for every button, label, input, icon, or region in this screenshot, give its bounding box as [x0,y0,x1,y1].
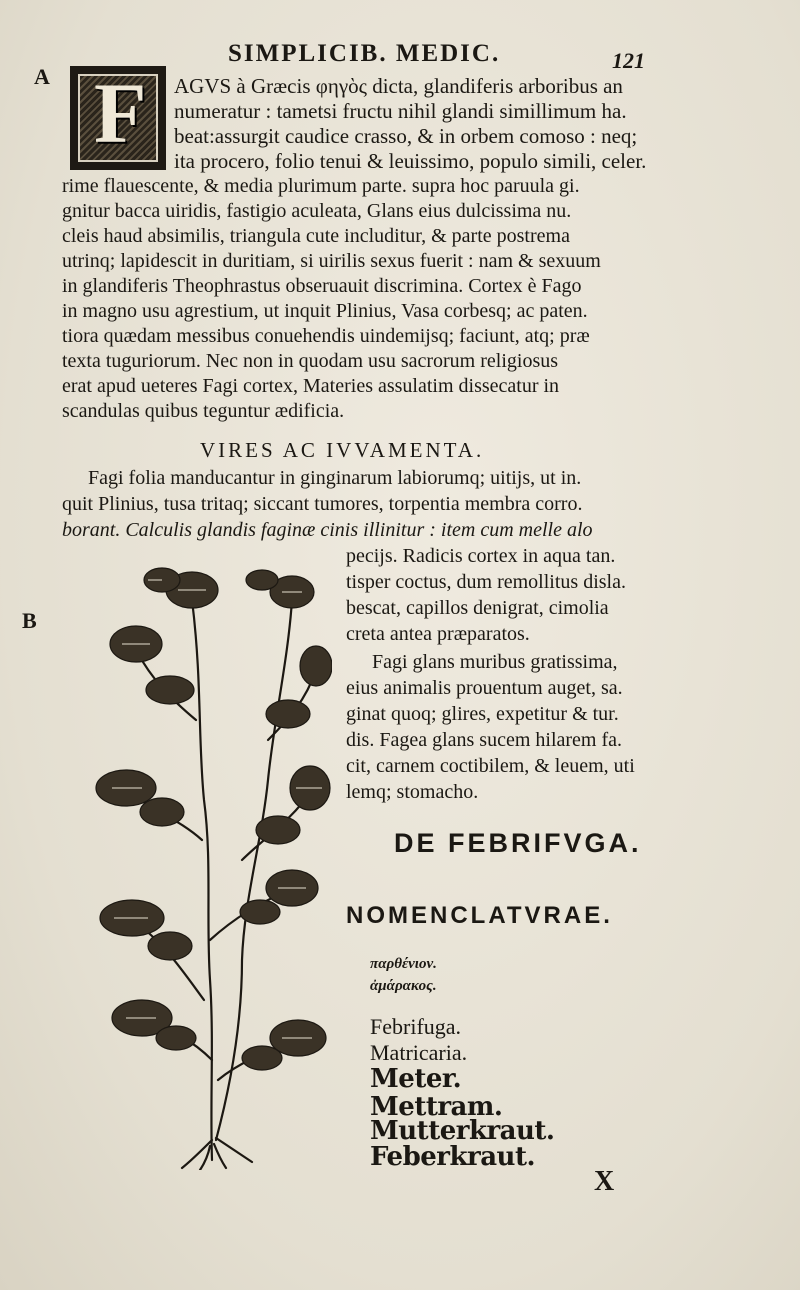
german-name: Feberkraut. [370,1142,536,1172]
text-line: Fagi glans muribus gratissima, [372,651,618,673]
text-line: in glandiferis Theophrastus obseruauit discrimina. Cortex è Fago [62,275,582,297]
text-line: eius animalis prouentum auget, sa. [346,677,623,699]
german-name: Mettram. [370,1092,503,1122]
text-line: creta antea præparatos. [346,623,530,645]
text-line: dis. Fagea glans sucem hilarem fa. [346,729,623,751]
text-line: AGVS à Græcis φηγὸς dicta, glandiferis arboribus an [174,74,623,98]
signature-mark: X [594,1166,615,1197]
text-line: borant. Calculis glandis faginæ cinis illinitur : item cum melle alo [62,519,593,541]
text-line: tisper coctus, dum remollitus disla. [346,571,626,593]
initial-letter: F [94,66,147,161]
text-line: quit Plinius, tusa tritaq; siccant tumores, torpentia membra corro. [62,493,583,515]
margin-mark-a: A [34,64,50,89]
decorated-initial [70,66,166,170]
nomenclature-heading: NOMENCLATVRAE. [346,902,613,929]
text-line: texta tuguriorum. Nec non in quodam usu sacrorum religiosus [62,350,559,372]
text-line: beat:assurgit caudice crasso, & in orbem comoso : neq; [174,124,638,148]
text-line: rime flauescente, & media plurimum parte. supra hoc paruula gi. [62,175,580,197]
text-line: bescat, capillos denigrat, cimolia [346,597,609,619]
german-name: Meter. [370,1064,462,1094]
text-line: erat apud ueteres Fagi cortex, Materies assulatim dissecatur in [62,375,560,397]
text-line: ginat quoq; glires, expetitur & tur. [346,703,619,725]
text-line: cleis haud absimilis, triangula cute includitur, & parte postrema [62,225,570,247]
vires-heading: VIRES AC IVVAMENTA. [200,438,485,462]
margin-mark-b: B [22,608,37,633]
folio-number: 121 [612,48,645,73]
text-line: in magno usu agrestium, ut inquit Plinius, Vasa corbesq; ac paten. [62,300,588,322]
latin-name: Febrifuga. [370,1014,462,1039]
text-line: Fagi folia manducantur in ginginarum labiorumq; uitijs, ut in. [88,467,582,489]
text-line: gnitur bacca uiridis, fastigio aculeata, Glans eius dulcissima nu. [62,200,572,222]
greek-name: ἀμάρακος. [370,978,437,994]
febrifuga-heading: DE FEBRIFVGA. [394,828,642,858]
latin-name: Matricaria. [370,1040,468,1065]
text-line: tiora quædam messibus conuehendis uindemijsq; faciunt, atq; præ [62,325,590,347]
greek-name: παρθένιον. [370,956,437,972]
woodcut-plant-illustration [92,540,332,1170]
text-line: utrinq; lapidescit in duritiam, si uirilis sexus fuerit : nam & sexuum [62,250,601,272]
text-line: ita procero, folio tenui & leuissimo, populo simili, celer. [174,149,647,173]
running-header: SIMPLICIB. MEDIC. [228,40,501,67]
text-line: cit, carnem coctibilem, & leuem, uti [346,755,635,777]
german-name: Mutterkraut. [370,1116,555,1146]
text-line: lemq; stomacho. [346,781,479,803]
text-line: pecijs. Radicis cortex in aqua tan. [346,545,616,567]
text-line: numeratur : tametsi fructu nihil glandi simillimum ha. [174,99,627,123]
text-line: scandulas quibus teguntur ædificia. [62,400,345,422]
